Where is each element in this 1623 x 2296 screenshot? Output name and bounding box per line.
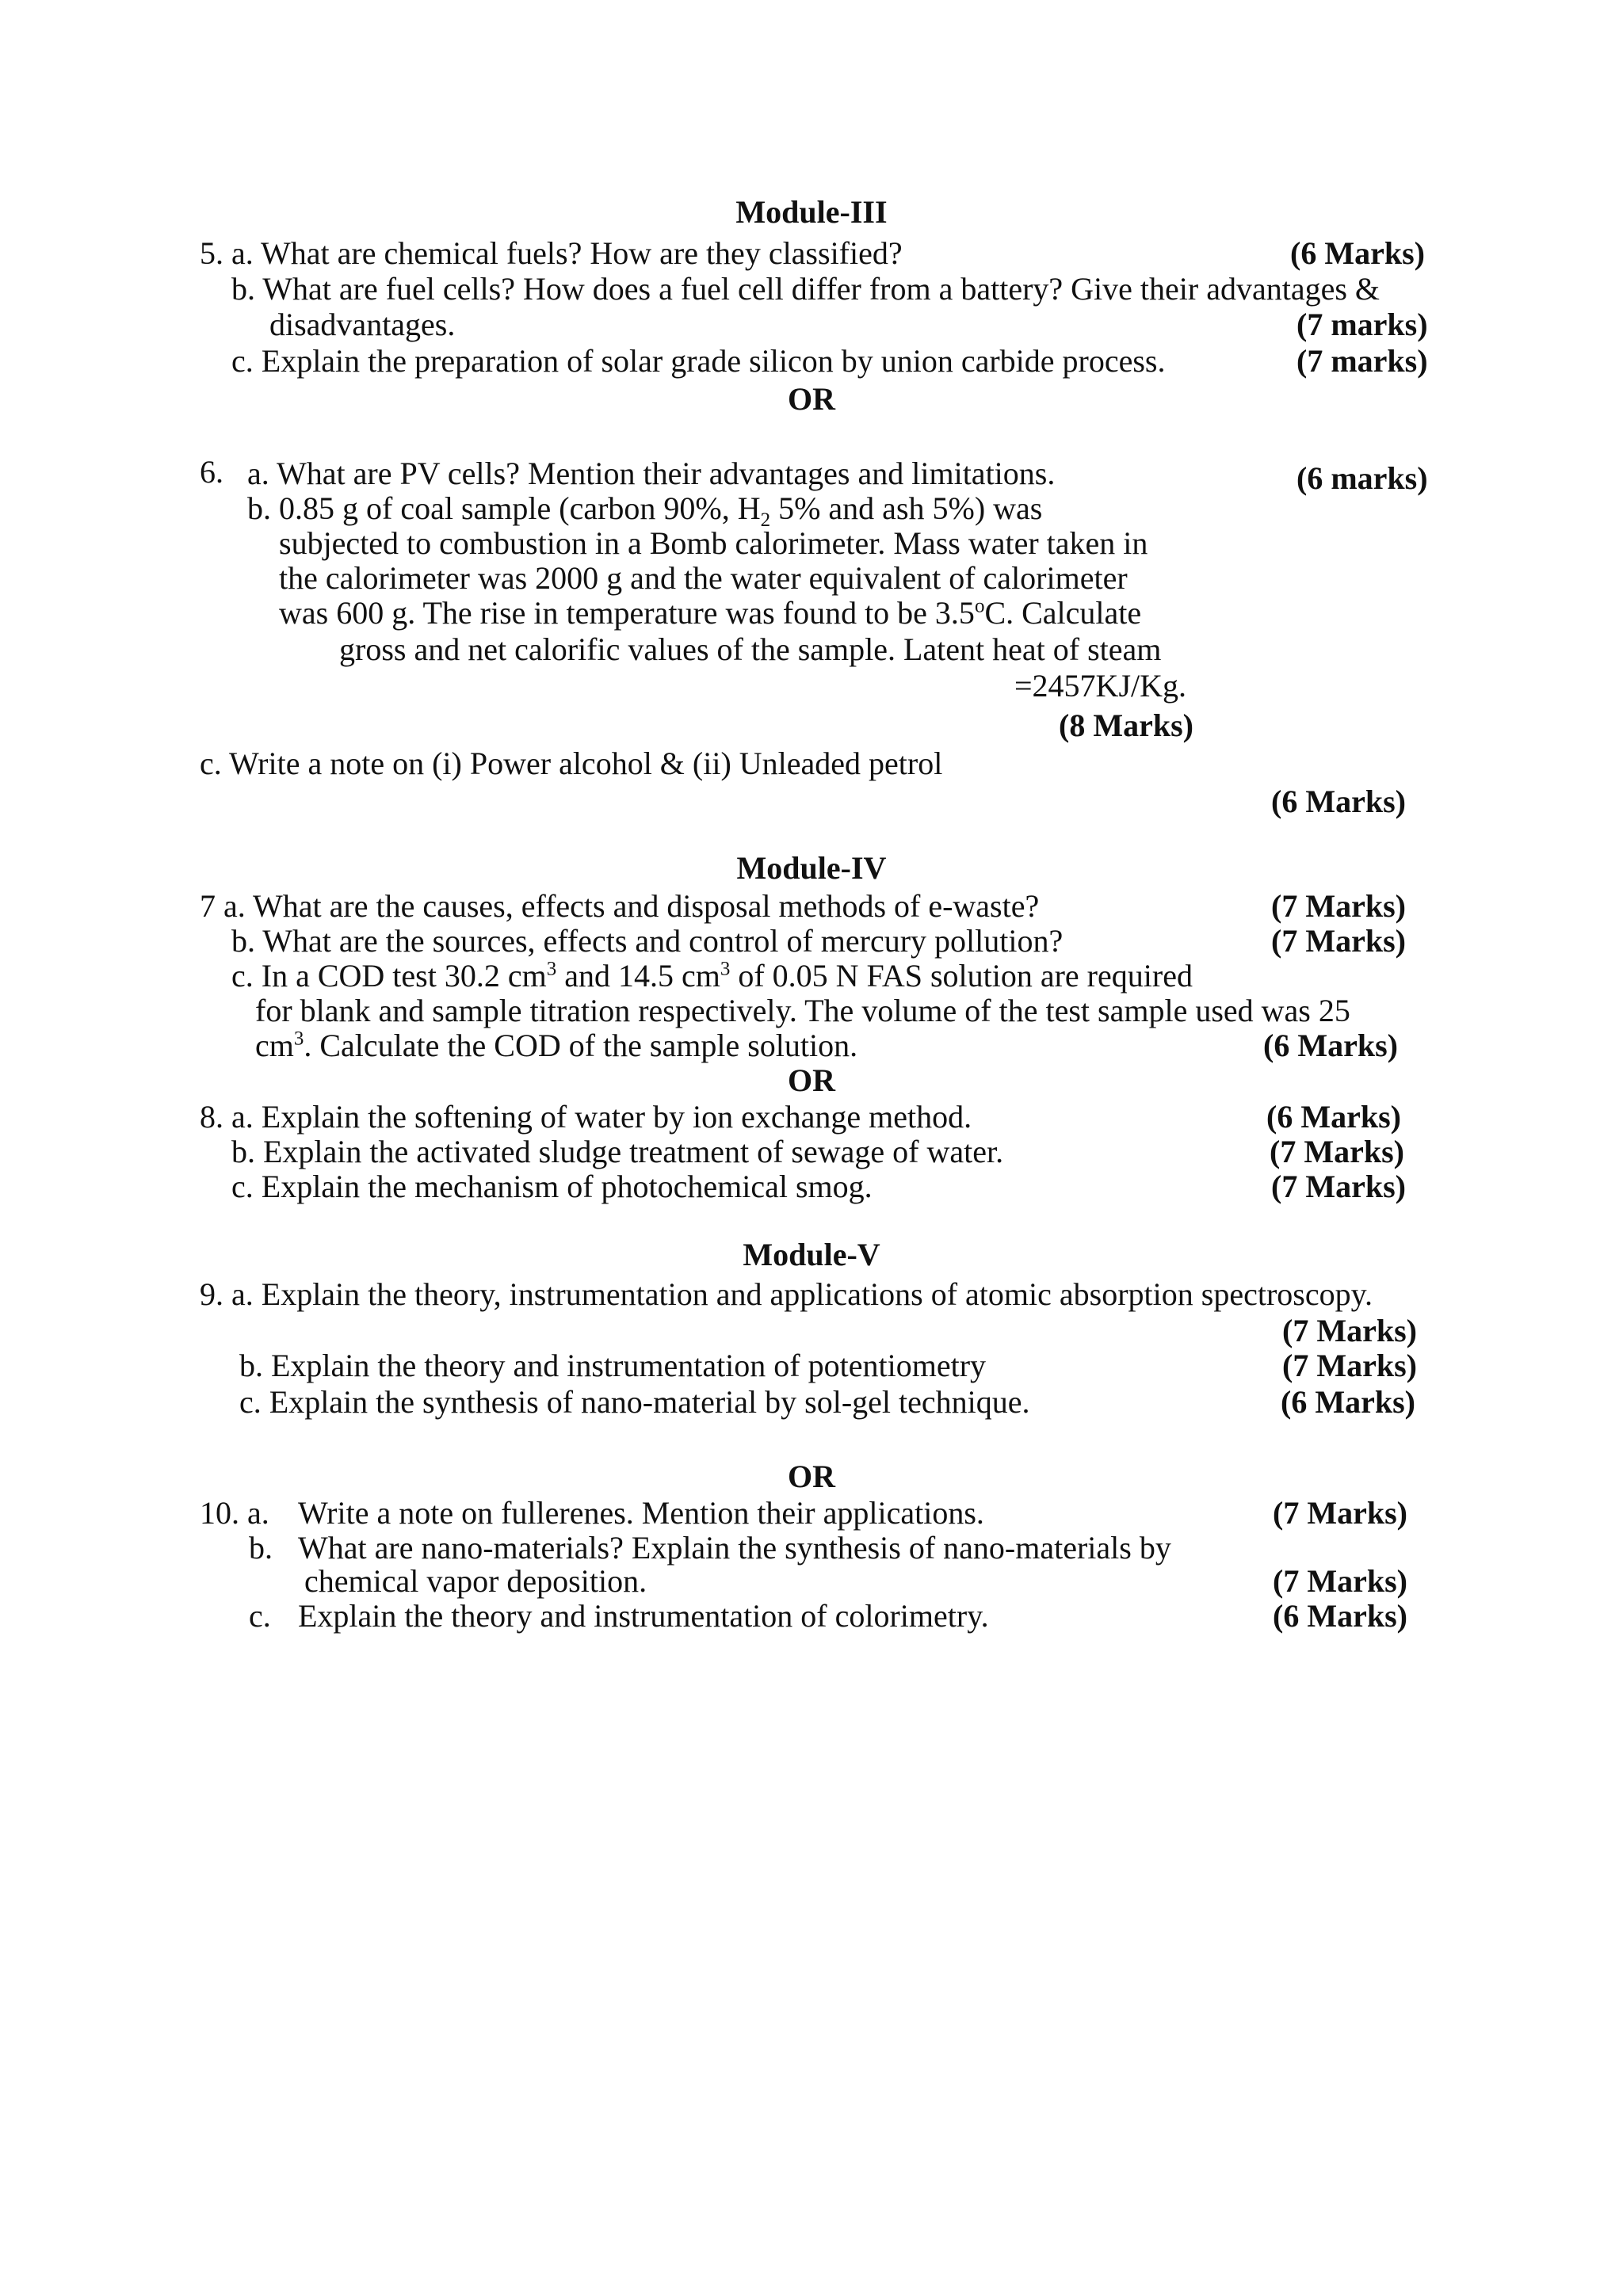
question-6b-line2: subjected to combustion in a Bomb calorimeter. Mass water taken in [279,525,1148,561]
question-10b-line2: chemical vapor deposition. [304,1563,647,1599]
question-8a: 8. a. Explain the softening of water by ion exchange method. [200,1099,972,1135]
module-5-title: Module-V [743,1237,880,1272]
question-6c: c. Write a note on (i) Power alcohol & (ii) Unleaded petrol [200,746,943,781]
question-5b-line1: b. What are fuel cells? How does a fuel cell differ from a battery? Give their advantages & [231,271,1381,307]
marks-5b: (7 marks) [1296,307,1428,342]
question-6a: a. What are PV cells? Mention their advantages and limitations. [247,456,1056,491]
question-10a: Write a note on fullerenes. Mention their applications. [298,1495,984,1531]
marks-9b: (7 Marks) [1282,1348,1417,1383]
or-divider-1: OR [788,381,835,417]
marks-10b: (7 Marks) [1273,1563,1407,1599]
question-6b-line3: the calorimeter was 2000 g and the water equivalent of calorimeter [279,560,1128,596]
question-5b-line2: disadvantages. [269,307,456,342]
question-7c-line3: $cm^3$. Calculate the COD of the sample solution. [255,1028,858,1063]
question-10c-label: c. [249,1598,271,1634]
question-9a: 9. a. Explain the theory, instrumentation and applications of atomic absorption spectroscopy. [200,1276,1373,1312]
marks-6b: (8 Marks) [1059,707,1193,743]
question-10b-line1: What are nano-materials? Explain the synthesis of nano-materials by [298,1530,1171,1566]
question-7c-line1: c. In a COD test 30.2 $cm^3$ and 14.5 $cm^3$ of 0.05 N FAS solution are required [231,958,1193,994]
marks-10a: (7 Marks) [1273,1495,1407,1531]
question-6b-line6: =2457KJ/Kg. [1014,668,1187,704]
marks-5c: (7 marks) [1296,343,1428,379]
module-3-title: Module-III [735,194,888,230]
question-6-number: 6. [200,454,223,490]
question-6b-line4: was 600 g. The rise in temperature was found to be 3.5$^o$C. Calculate [279,595,1142,631]
marks-6a: (6 marks) [1296,460,1428,496]
module-4-title: Module-IV [736,850,887,886]
marks-7b: (7 Marks) [1271,923,1406,959]
marks-7c: (6 Marks) [1263,1028,1398,1063]
question-9b: b. Explain the theory and instrumentation of potentiometry [239,1348,987,1383]
marks-6c: (6 Marks) [1271,784,1406,819]
question-7a: 7 a. What are the causes, effects and disposal methods of e-waste? [200,888,1040,924]
question-5a: 5. a. What are chemical fuels? How are they classified? [200,235,903,271]
question-6b-line1: b. 0.85 g of coal sample (carbon 90%, $H_2$ 5% and ash 5%) was [247,490,1043,531]
question-9c: c. Explain the synthesis of nano-material by sol-gel technique. [239,1384,1030,1420]
or-divider-3: OR [788,1459,835,1494]
marks-9c: (6 Marks) [1281,1384,1415,1420]
question-7c-line2: for blank and sample titration respectively. The volume of the test sample used was 25 [255,993,1350,1028]
question-6b-line5: gross and net calorific values of the sample. Latent heat of steam [339,631,1162,667]
question-10b-label: b. [249,1530,273,1566]
question-8c: c. Explain the mechanism of photochemical smog. [231,1169,873,1204]
marks-8a: (6 Marks) [1266,1099,1401,1135]
marks-5a: (6 Marks) [1290,235,1425,271]
question-5c: c. Explain the preparation of solar grade silicon by union carbide process. [231,343,1166,379]
marks-8c: (7 Marks) [1271,1169,1406,1204]
marks-9a: (7 Marks) [1282,1313,1417,1348]
marks-10c: (6 Marks) [1273,1598,1407,1634]
or-divider-2: OR [788,1062,835,1098]
question-10c: Explain the theory and instrumentation of colorimetry. [298,1598,989,1634]
marks-7a: (7 Marks) [1271,888,1406,924]
question-7b: b. What are the sources, effects and control of mercury pollution? [231,923,1064,959]
question-10a-label: 10. a. [200,1495,269,1531]
question-8b: b. Explain the activated sludge treatment of sewage of water. [231,1134,1004,1169]
marks-8b: (7 Marks) [1270,1134,1404,1169]
